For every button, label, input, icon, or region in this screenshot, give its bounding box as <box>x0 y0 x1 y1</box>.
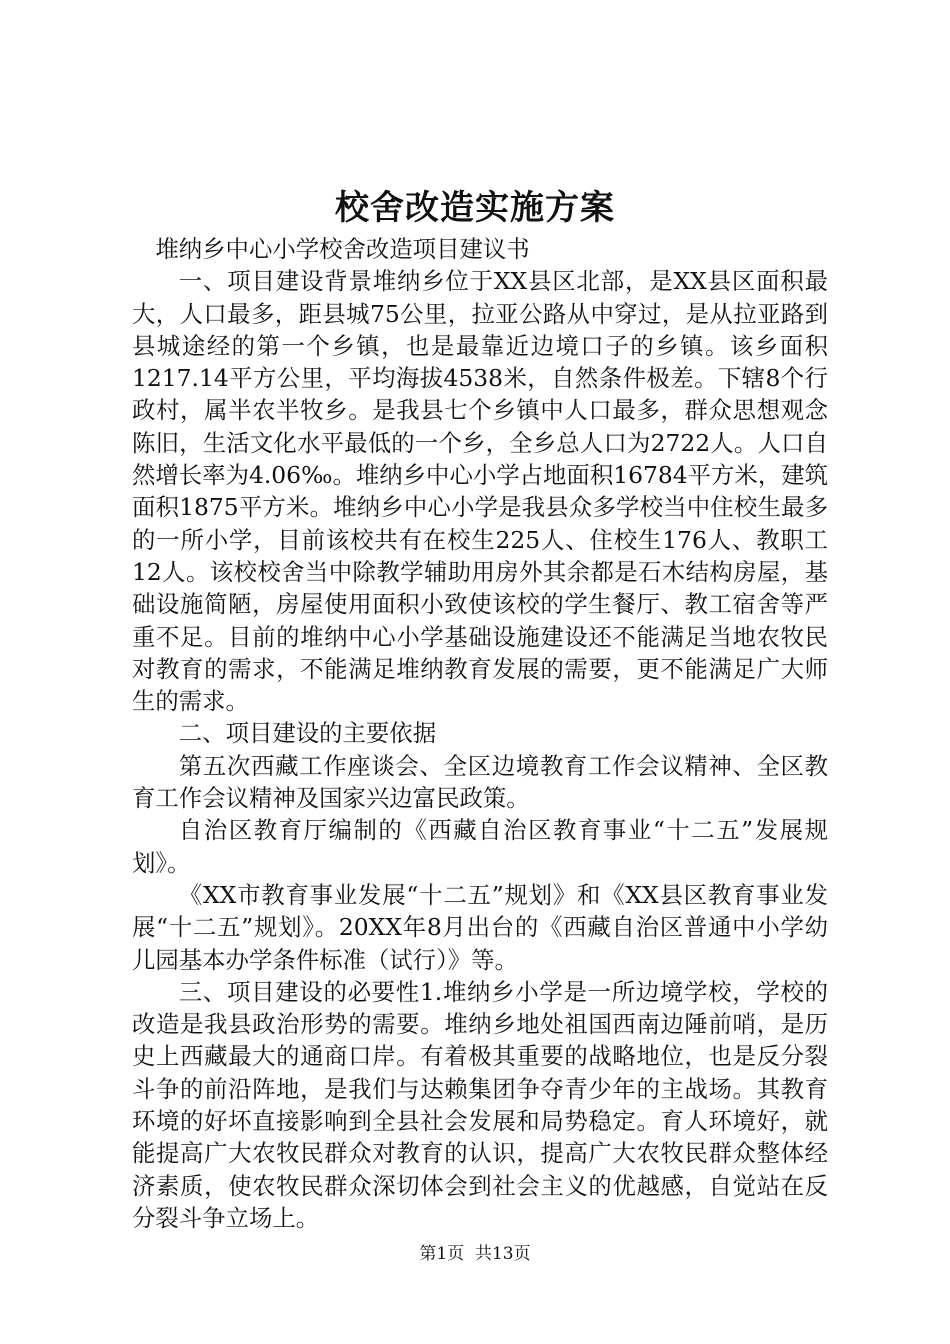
paragraph-proposal-heading: 堆纳乡中心小学校舍改造项目建议书 <box>155 235 530 263</box>
paragraph-basis-heading: 二、项目建设的主要依据 <box>178 719 437 748</box>
page-footer <box>0 1242 950 1266</box>
paragraph-necessity: 三、项目建设的必要性1.堆纳乡小学是一所边境学校，学校的改造是我县政治形势的需要。堆纳乡地处祖国西南边陲前哨，是历史上西藏最大的通商口岸。有着极其重要的战略地位，也是反分裂斗争的前沿阵地，是我们与达赖集团争夺青少年的主战场。其教育环境的好坏直接影响到全县社会发展和局势稳定。育人环境好，就能提高广大农牧民群众对教育的认识，提高广大农牧民群众整体经济素质，使农牧民群众深切体会到社会主义的优越感，自觉站在反分裂斗争立场上。 <box>132 977 828 1232</box>
paragraph-background: 一、项目建设背景堆纳乡位于XX县区北部，是XX县区面积最大，人口最多，距县城75公里，拉亚公路从中穿过，是从拉亚路到县城途经的第一个乡镇，也是最靠近边境口子的乡镇。该乡面积1217.14平方公里，平均海拔4538米，自然条件极差。下辖8个行政村，属半农半牧乡。是我县七个乡镇中人口最多，群众思想观念陈旧，生活文化水平最低的一个乡，全乡总人口为2722人。人口自然增长率为4.06‰。堆纳乡中心小学占地面积16784平方米，建筑面积1875平方米。堆纳乡中心小学是我县众多学校当中住校生最多的一所小学，目前该校共有在校生225人、住校生176人、教职工12人。该校校舍当中除教学辅助用房外其余都是石木结构房屋，基础设施简陋，房屋使用面积小致使该校的学生餐厅、教工宿舍等严重不足。目前的堆纳中心小学基础设施建设还不能满足当地农牧民对教育的需求，不能满足堆纳教育发展的需要，更不能满足广大师生的需求。 <box>132 267 828 716</box>
page-number: 第1页 共13页 <box>419 1244 531 1264</box>
paragraph-basis-3: 《XX市教育事业发展“十二五”规划》和《XX县区教育事业发展“十二五”规划》。20XX年8月出台的《西藏自治区普通中小学幼儿园基本办学条件标准（试行）》等。 <box>132 880 828 974</box>
paragraph-basis-1: 第五次西藏工作座谈会、全区边境教育工作会议精神、全区教育工作会议精神及国家兴边富民政策。 <box>132 751 828 813</box>
paragraph-basis-2: 自治区教育厅编制的《西藏自治区教育事业“十二五”发展规划》。 <box>132 816 828 877</box>
document-title: 校舍改造实施方案 <box>335 188 615 228</box>
document-body <box>132 233 828 1234</box>
